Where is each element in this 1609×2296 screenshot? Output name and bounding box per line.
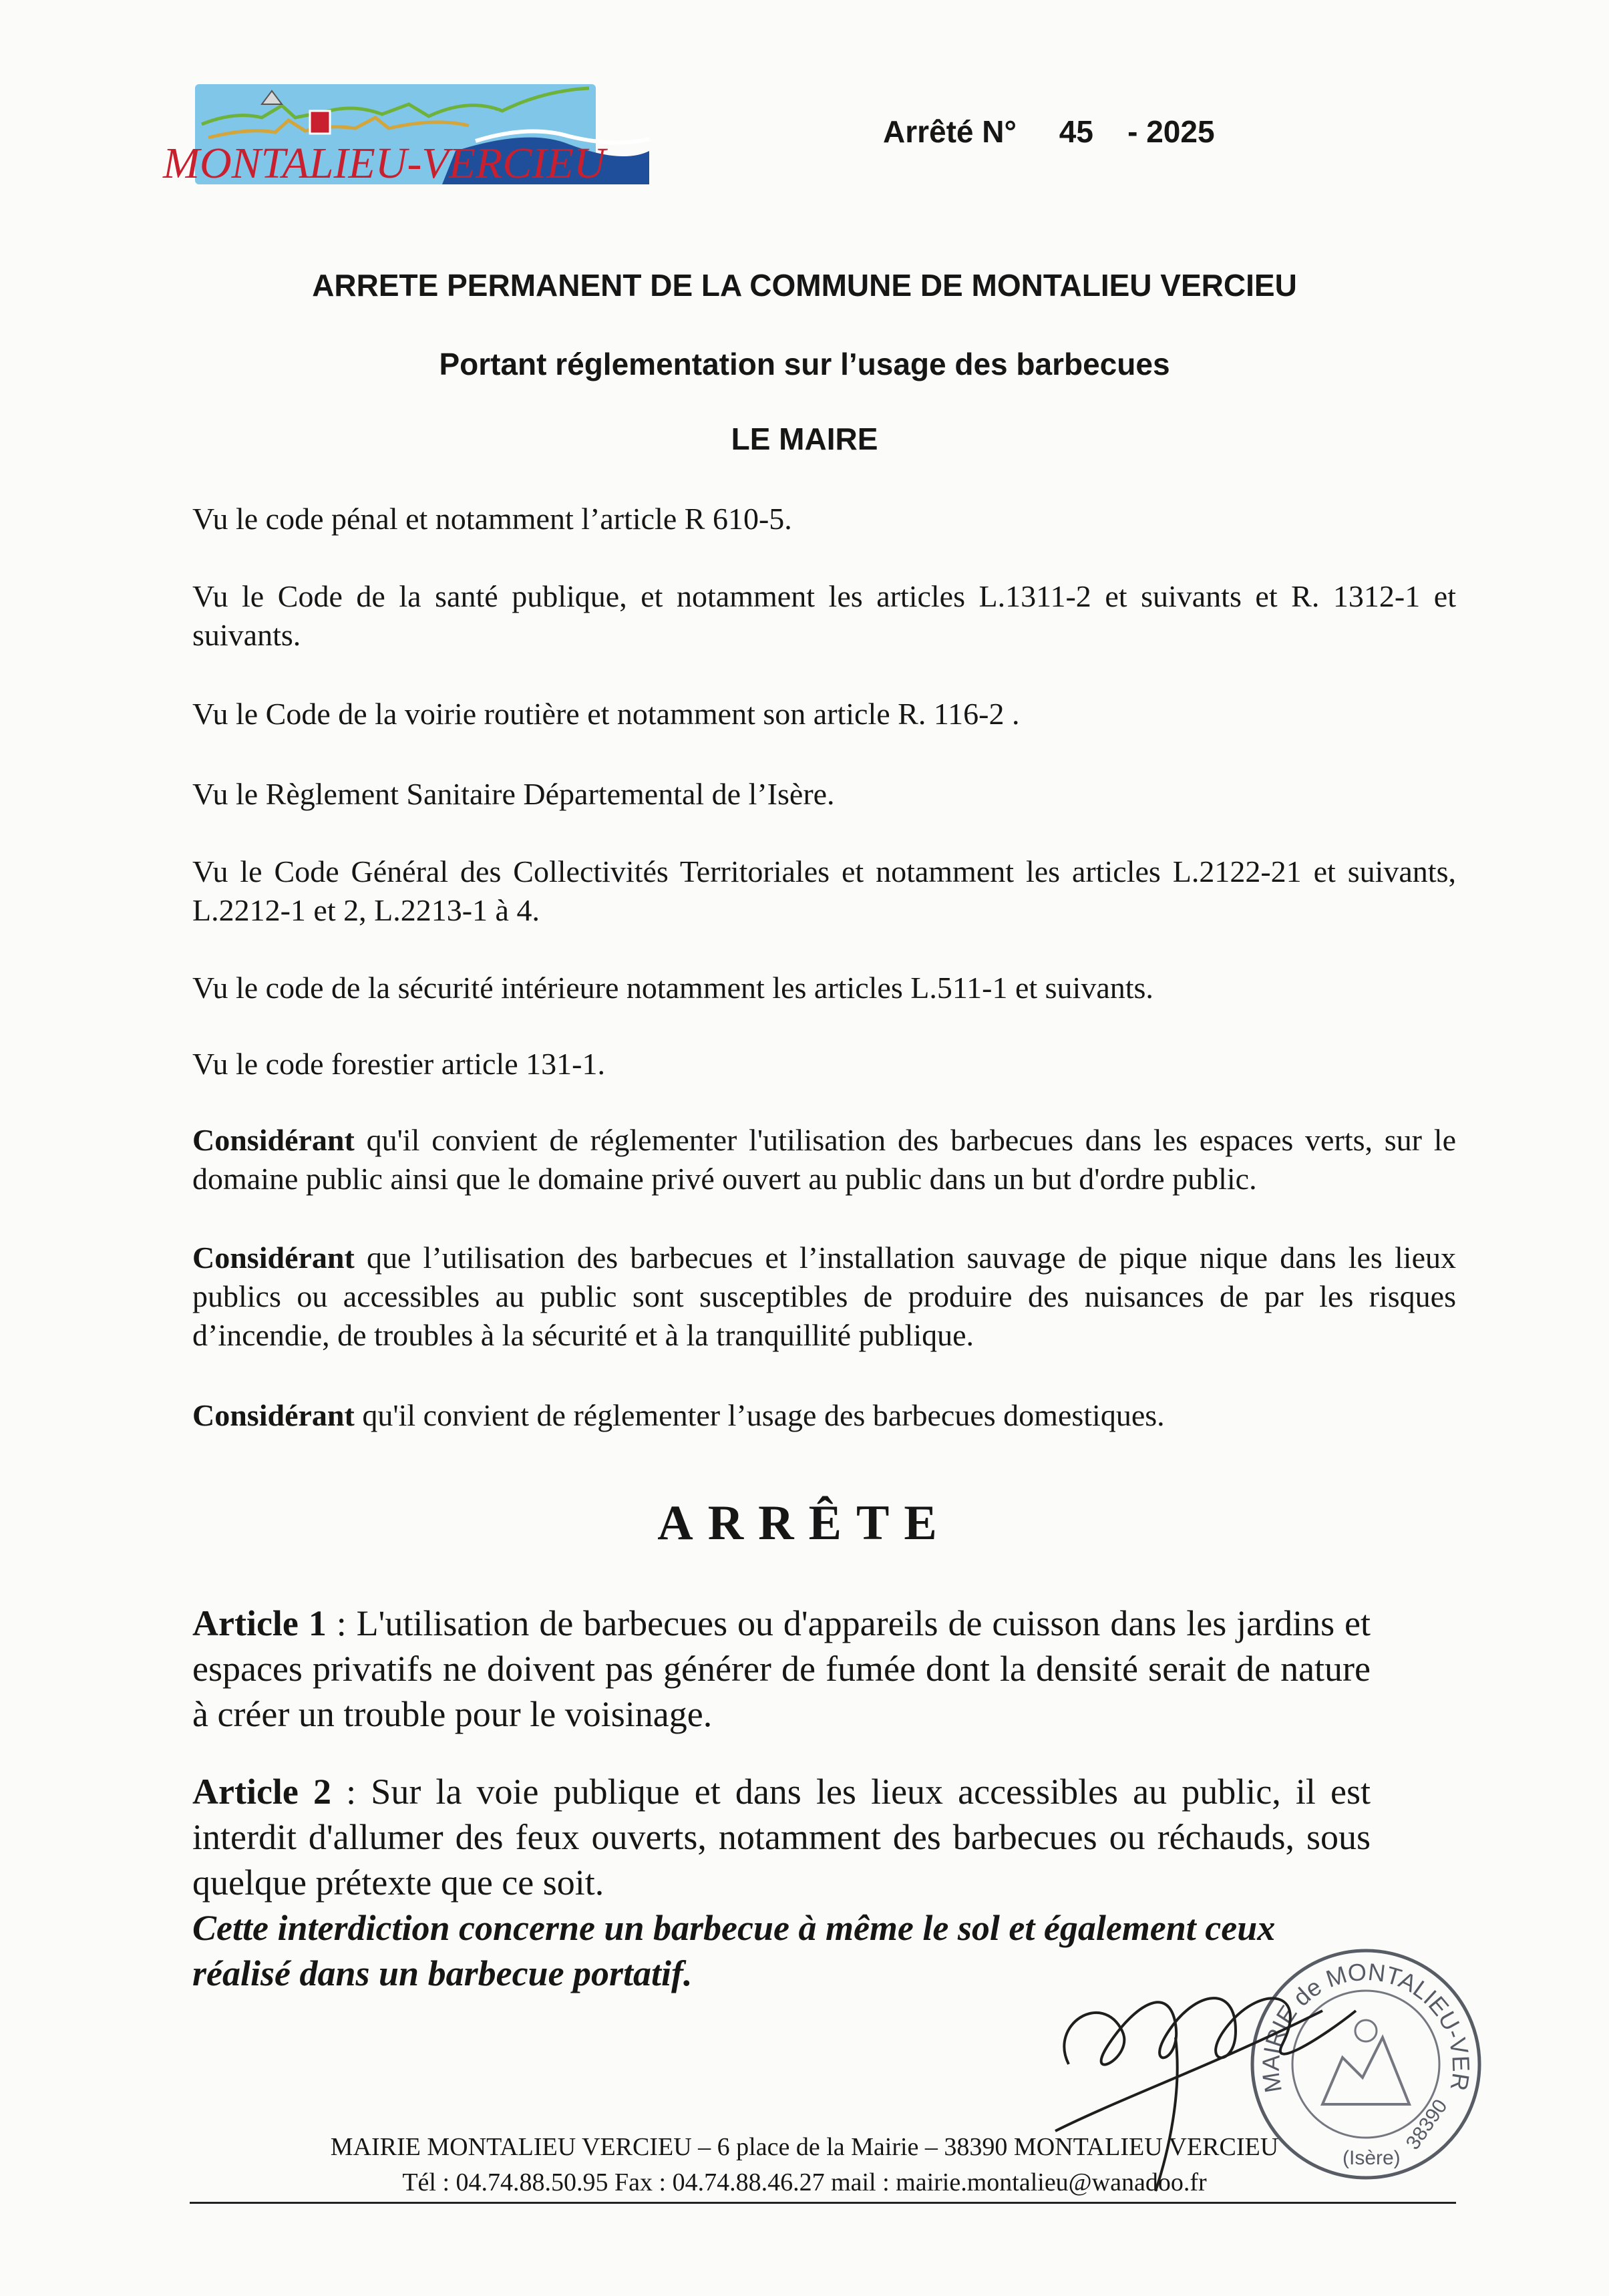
seal-text: MAIRIE de MONTALIEU-VER <box>1256 1957 1475 2095</box>
considerant-paragraph <box>192 1396 1456 1435</box>
article-lead: Article 1 <box>192 1603 327 1643</box>
article-2-note: Cette interdiction concerne un barbecue à même le sol et également ceux réalisé dans un barbecue portatif. <box>192 1908 1276 1993</box>
article-lead: Article 2 <box>192 1772 332 1812</box>
visa-paragraph: Vu le Code de la voirie routière et notamment son article R. 116-2 . <box>192 697 1020 731</box>
article-text: : L'utilisation de barbecues ou d'appareils de cuisson dans les jardins et espaces privatifs ne doivent pas générer de fumée dont la densité serait de nature à créer un trouble pour le voisinage. <box>192 1603 1371 1734</box>
considerant-lead: Considérant <box>192 1241 355 1275</box>
visa-paragraph: Vu le code forestier article 131-1. <box>192 1047 605 1081</box>
footer-divider <box>190 2202 1456 2204</box>
seal-region: (Isère) <box>1343 2147 1401 2169</box>
considerant-paragraph <box>192 1121 1456 1198</box>
article-2 <box>192 1769 1371 1905</box>
visa-paragraph: Vu le Code Général des Collectivités Territoriales et notamment les articles L.2122-21 et suivants, L.2212-1 et 2, L.2213-1 à 4. <box>192 854 1456 927</box>
considerant-paragraph <box>192 1239 1456 1355</box>
considerant-text: qu'il convient de réglementer l’usage des barbecues domestiques. <box>354 1398 1165 1432</box>
considerant-text: qu'il convient de réglementer l'utilisation des barbecues dans les espaces verts, sur le domaine public ainsi que le domaine privé ouvert au public dans un but d'ordre public. <box>192 1123 1456 1196</box>
visa-paragraph: Vu le code pénal et notamment l’article R 610-5. <box>192 502 792 536</box>
considerant-lead: Considérant <box>192 1123 355 1157</box>
article-1 <box>192 1601 1371 1737</box>
visa-paragraph: Vu le code de la sécurité intérieure notamment les articles L.511-1 et suivants. <box>192 971 1153 1005</box>
le-maire-heading: LE MAIRE <box>731 422 878 456</box>
visa-paragraph: Vu le Code de la santé publique, et notamment les articles L.1311-2 et suivants et R. 1312-1 et suivants. <box>192 579 1456 652</box>
arrete-heading: ARRÊTE <box>657 1496 952 1550</box>
article-text: : Sur la voie publique et dans les lieux accessibles au public, il est interdit d'allumer des feux ouverts, notamment des barbecues ou réchauds, sous quelque prétexte que ce soit. <box>192 1772 1371 1903</box>
document-title: ARRETE PERMANENT DE LA COMMUNE DE MONTALIEU VERCIEU <box>312 268 1297 303</box>
arrete-number: Arrêté N° 45 - 2025 <box>883 114 1215 149</box>
logo-text: MONTALIEU-VERCIEU <box>163 139 606 188</box>
considerant-text: que l’utilisation des barbecues et l’installation sauvage de pique nique dans les lieux publics ou accessibles au public sont susceptibles de produire des nuisances de par les risques d’incendie, de troubles à la sécurité et à la tranquillité publique. <box>192 1241 1456 1352</box>
document-subtitle: Portant réglementation sur l’usage des barbecues <box>439 347 1170 381</box>
footer-address: MAIRIE MONTALIEU VERCIEU – 6 place de la Mairie – 38390 MONTALIEU VERCIEU <box>330 2133 1279 2161</box>
commune-logo <box>155 64 655 191</box>
considerant-lead: Considérant <box>192 1398 355 1432</box>
visa-paragraph: Vu le Règlement Sanitaire Départemental de l’Isère. <box>192 777 835 811</box>
seal-postcode: 38390 <box>1401 2095 1452 2154</box>
footer-contact: Tél : 04.74.88.50.95 Fax : 04.74.88.46.27 mail : mairie.montalieu@wanadoo.fr <box>402 2168 1207 2196</box>
